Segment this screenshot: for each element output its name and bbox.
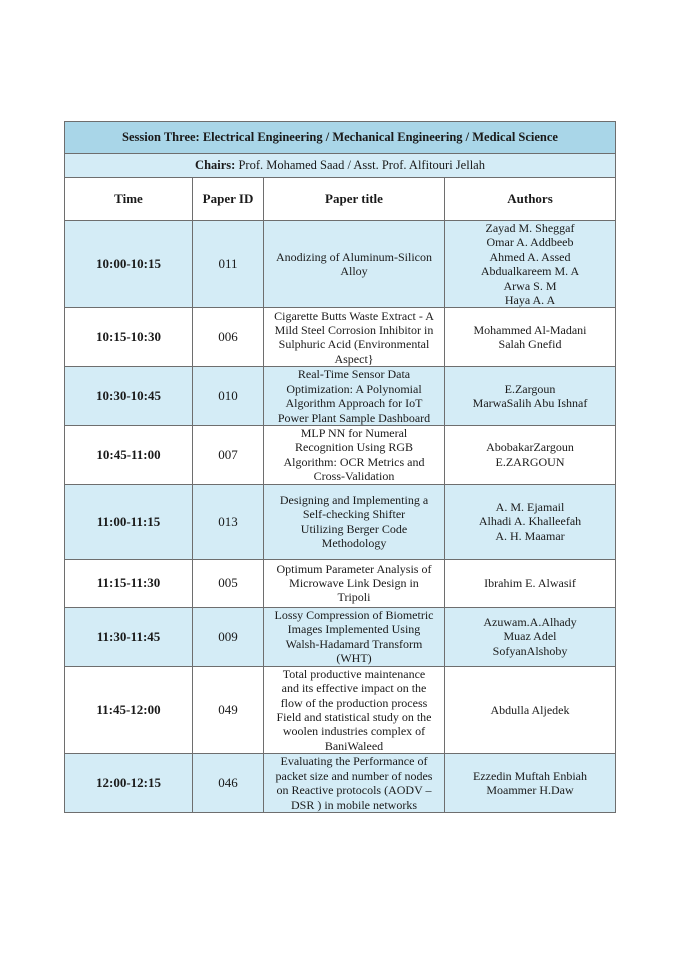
paper-authors	[445, 221, 616, 308]
paper-id: 010	[193, 367, 264, 426]
session-time: 11:00-11:15	[65, 484, 193, 559]
paper-title-line: Microwave Link Design in	[289, 575, 419, 590]
paper-authors	[445, 754, 616, 813]
paper-title-line: Evaluating the Performance of	[280, 754, 428, 769]
paper-title	[264, 221, 445, 308]
paper-title-line: Designing and Implementing a	[279, 492, 429, 507]
column-header-row	[65, 178, 616, 221]
paper-title-line: Optimization: A Polynomial	[286, 381, 422, 396]
session-time: 11:30-11:45	[65, 607, 193, 666]
author-name: Alhadi A. Khalleefah	[478, 514, 582, 529]
paper-id: 046	[193, 754, 264, 813]
author-name: Abdualkareem M. A	[480, 264, 580, 279]
author-name: E.Zargoun	[504, 381, 556, 396]
paper-title-line: Alloy	[340, 264, 368, 279]
session-time: 10:30-10:45	[65, 367, 193, 426]
paper-title-line: Methodology	[321, 536, 387, 551]
paper-title-line: Walsh-Hadamard Transform	[285, 636, 423, 651]
chairs-names: Prof. Mohamed Saad / Asst. Prof. Alfitouri Jellah	[238, 158, 485, 172]
session-time: 12:00-12:15	[65, 754, 193, 813]
author-name: Ezzedin Muftah Enbiah	[473, 768, 587, 783]
author-name: Haya A. A	[504, 293, 556, 308]
paper-title	[264, 426, 445, 485]
author-name: E.ZARGOUN	[495, 454, 565, 469]
paper-title-line: Algorithm Approach for IoT	[285, 396, 423, 411]
author-name: Muaz Adel	[503, 629, 557, 644]
author-name: A. M. Ejamail	[495, 500, 565, 515]
session-schedule-table	[64, 121, 616, 813]
paper-id: 005	[193, 559, 264, 607]
paper-title-line: Field and statistical study on the	[276, 709, 432, 724]
paper-id: 006	[193, 308, 264, 367]
column-header-paper-title: Paper title	[264, 178, 445, 221]
column-header-authors: Authors	[445, 178, 616, 221]
paper-authors	[445, 367, 616, 426]
paper-title-line: Recognition Using RGB	[294, 440, 413, 455]
paper-authors	[445, 308, 616, 367]
paper-title-line: woolen industries complex of	[282, 724, 426, 739]
paper-authors	[445, 484, 616, 559]
session-time: 10:00-10:15	[65, 221, 193, 308]
paper-id: 011	[193, 221, 264, 308]
paper-title	[264, 754, 445, 813]
paper-title-line: and its effective impact on the	[281, 681, 427, 696]
chairs-row	[65, 154, 616, 178]
table-row	[65, 367, 616, 426]
table-row	[65, 484, 616, 559]
paper-title-line: packet size and number of nodes	[275, 768, 433, 783]
paper-title-line: Total productive maintenance	[282, 666, 426, 681]
author-name: Azuwam.A.Alhady	[483, 615, 577, 630]
schedule-rows	[65, 221, 616, 813]
paper-title-line: Algorithm: OCR Metrics and	[283, 454, 425, 469]
paper-title	[264, 308, 445, 367]
paper-authors	[445, 559, 616, 607]
paper-title-line: Sulphuric Acid (Environmental	[278, 337, 430, 352]
author-name: Moammer H.Daw	[486, 783, 574, 798]
paper-id: 009	[193, 607, 264, 666]
author-name: Zayad M. Sheggaf	[485, 221, 575, 235]
paper-title	[264, 666, 445, 753]
author-name: MarwaSalih Abu Ishnaf	[472, 396, 588, 411]
paper-title-line: MLP NN for Numeral	[300, 426, 408, 441]
table-row	[65, 308, 616, 367]
session-title-row	[65, 122, 616, 154]
author-name: Salah Gnefid	[498, 337, 562, 352]
paper-id: 007	[193, 426, 264, 485]
session-time: 10:45-11:00	[65, 426, 193, 485]
table-row	[65, 221, 616, 308]
author-name: Abdulla Aljedek	[490, 702, 570, 717]
author-name: A. H. Maamar	[495, 528, 565, 543]
table-row	[65, 559, 616, 607]
paper-title-line: Anodizing of Aluminum-Silicon	[276, 249, 432, 264]
paper-title-line: on Reactive protocols (AODV –	[276, 783, 432, 798]
paper-id: 013	[193, 484, 264, 559]
paper-title	[264, 484, 445, 559]
paper-title-line: (WHT)	[336, 651, 372, 666]
paper-id: 049	[193, 666, 264, 753]
column-header-paper-id: Paper ID	[193, 178, 264, 221]
session-chairs	[65, 154, 616, 178]
chairs-label: Chairs:	[195, 158, 236, 172]
paper-title-line: Mild Steel Corrosion Inhibitor in	[274, 323, 434, 338]
paper-title-line: DSR ) in mobile networks	[291, 797, 417, 812]
paper-title-line: Optimum Parameter Analysis of	[276, 561, 432, 576]
paper-title-line: Real-Time Sensor Data	[297, 367, 411, 382]
paper-title-line: Utilizing Berger Code	[300, 521, 408, 536]
paper-title-line: Power Plant Sample Dashboard	[277, 410, 431, 425]
table-row	[65, 754, 616, 813]
paper-title-line: Self-checking Shifter	[302, 507, 406, 522]
table-row	[65, 607, 616, 666]
author-name: Mohammed Al-Madani	[473, 323, 587, 338]
paper-title	[264, 559, 445, 607]
session-title: Session Three: Electrical Engineering / Mechanical Engineering / Medical Science	[65, 122, 616, 154]
paper-authors	[445, 666, 616, 753]
paper-authors	[445, 607, 616, 666]
paper-title-line: Images Implemented Using	[287, 622, 421, 637]
author-name: Arwa S. M	[503, 278, 557, 293]
author-name: Ibrahim E. Alwasif	[484, 575, 576, 590]
paper-title-line: BaniWaleed	[324, 738, 384, 753]
author-name: Ahmed A. Assed	[489, 249, 571, 264]
paper-title-line: Lossy Compression of Biometric	[274, 607, 434, 622]
paper-title-line: Cigarette Butts Waste Extract - A	[274, 308, 434, 323]
table-row	[65, 666, 616, 753]
paper-title-line: Tripoli	[337, 590, 371, 605]
session-time: 10:15-10:30	[65, 308, 193, 367]
session-time: 11:45-12:00	[65, 666, 193, 753]
paper-title	[264, 367, 445, 426]
paper-title-line: Cross-Validation	[313, 469, 395, 484]
paper-title-line: Aspect}	[334, 351, 374, 366]
column-header-time: Time	[65, 178, 193, 221]
paper-title	[264, 607, 445, 666]
paper-title-line: flow of the production process	[280, 695, 428, 710]
paper-authors	[445, 426, 616, 485]
table-row	[65, 426, 616, 485]
author-name: AbobakarZargoun	[486, 440, 574, 455]
author-name: Omar A. Addbeeb	[486, 235, 574, 250]
session-time: 11:15-11:30	[65, 559, 193, 607]
author-name: SofyanAlshoby	[492, 643, 568, 658]
